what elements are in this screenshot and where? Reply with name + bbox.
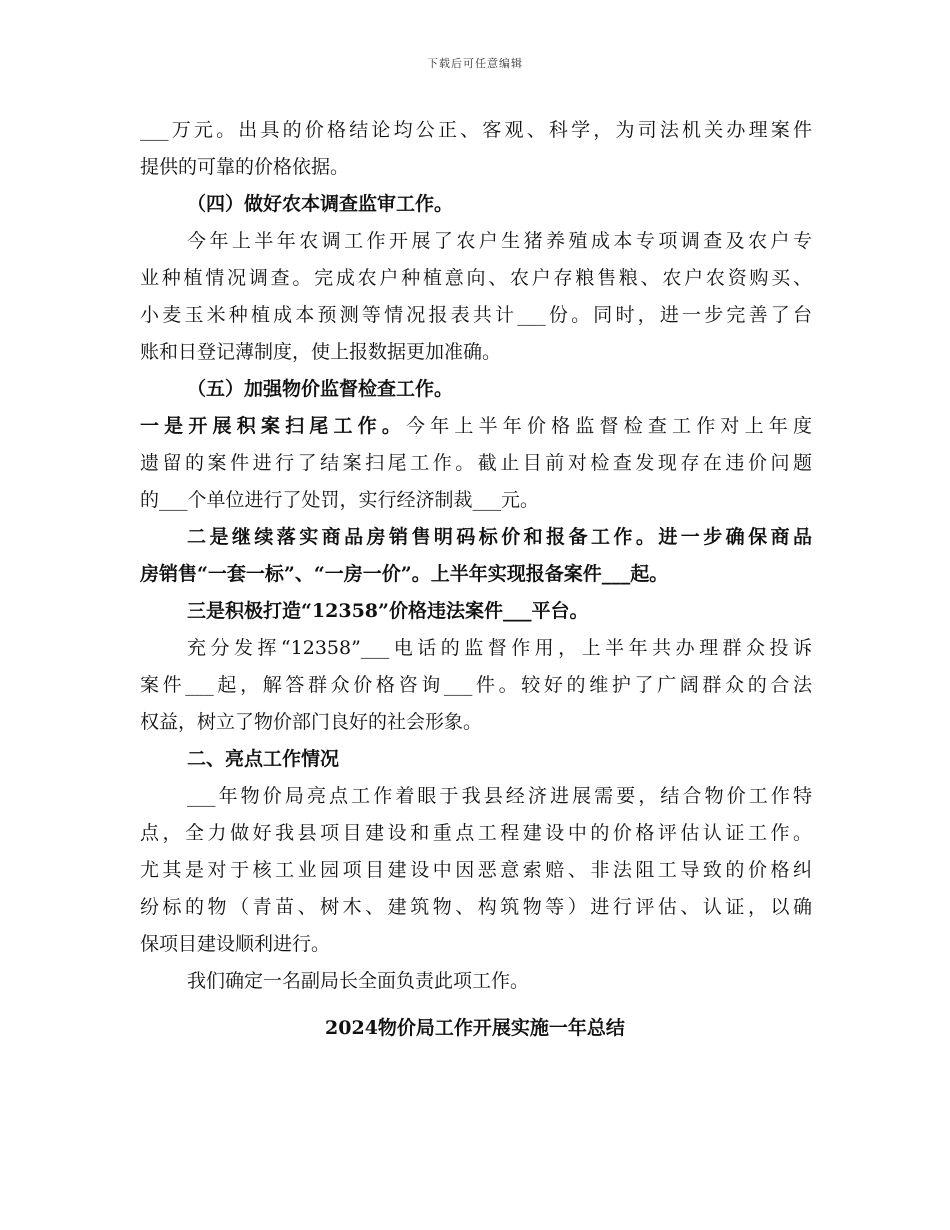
paragraph-line: 我们确定一名副局长全面负责此项工作。: [187, 970, 530, 992]
document-body: [140, 112, 812, 1000]
page-header-note: 下载后可任意编辑: [427, 57, 523, 70]
paragraph-text: 今年上半年价格监督检查工作对上年度: [406, 415, 812, 437]
section-heading: （四）做好农本调查监审工作。: [187, 193, 454, 215]
bold-paragraph-line: 三是积极打造“12358”价格违法案件___平台。: [187, 600, 589, 622]
paragraph-line: ___年物价局亮点工作着眼于我县经济进展需要，结合物价工作特: [187, 785, 812, 807]
paragraph-line: 充分发挥“12358”___电话的监督作用，上半年共办理群众投诉: [187, 637, 812, 659]
paragraph-line-mixed: [140, 408, 812, 445]
bold-lead-text: 一是开展积案扫尾工作。: [140, 415, 407, 437]
paragraph-line: ___万元。出具的价格结论均公正、客观、科学，为司法机关办理案件: [140, 119, 812, 141]
bold-paragraph-line: 房销售“一套一标”、“一房一价”。上半年实现报备案件___起。: [140, 563, 669, 585]
paragraph-line: 业种植情况调查。完成农户种植意向、农户存粮售粮、农户农资购买、: [140, 267, 812, 289]
paragraph-line: 遗留的案件进行了结案扫尾工作。截止目前对检查发现存在违价问题: [140, 452, 812, 474]
paragraph-line: 纷标的物（青苗、树木、建筑物、构筑物等）进行评估、认证，以确: [140, 896, 812, 918]
paragraph-line: 保项目建设顺利进行。: [140, 933, 331, 955]
paragraph-line: 提供的可靠的价格依据。: [140, 156, 350, 178]
paragraph-line: 尤其是对于核工业园项目建设中因恶意索赔、非法阻工导致的价格纠: [140, 859, 812, 881]
paragraph-line: 的___个单位进行了处罚，实行经济制裁___元。: [140, 489, 540, 511]
bold-paragraph-line: 二是继续落实商品房销售明码标价和报备工作。进一步确保商品: [187, 526, 812, 548]
paragraph-line: 点，全力做好我县项目建设和重点工程建设中的价格评估认证工作。: [140, 822, 812, 844]
section-heading: （五）加强物价监督检查工作。: [187, 378, 454, 400]
paragraph-line: 今年上半年农调工作开展了农户生猪养殖成本专项调查及农户专: [187, 230, 812, 252]
document-title: 2024物价局工作开展实施一年总结: [325, 1017, 625, 1039]
section-heading: 二、亮点工作情况: [187, 748, 340, 770]
paragraph-line: 权益，树立了物价部门良好的社会形象。: [140, 711, 483, 733]
paragraph-line: 小麦玉米种植成本预测等情况报表共计___份。同时，进一步完善了台: [140, 304, 812, 326]
paragraph-line: 账和日登记薄制度，使上报数据更加准确。: [140, 341, 502, 363]
paragraph-line: 案件___起，解答群众价格咨询___件。较好的维护了广阔群众的合法: [140, 674, 812, 696]
